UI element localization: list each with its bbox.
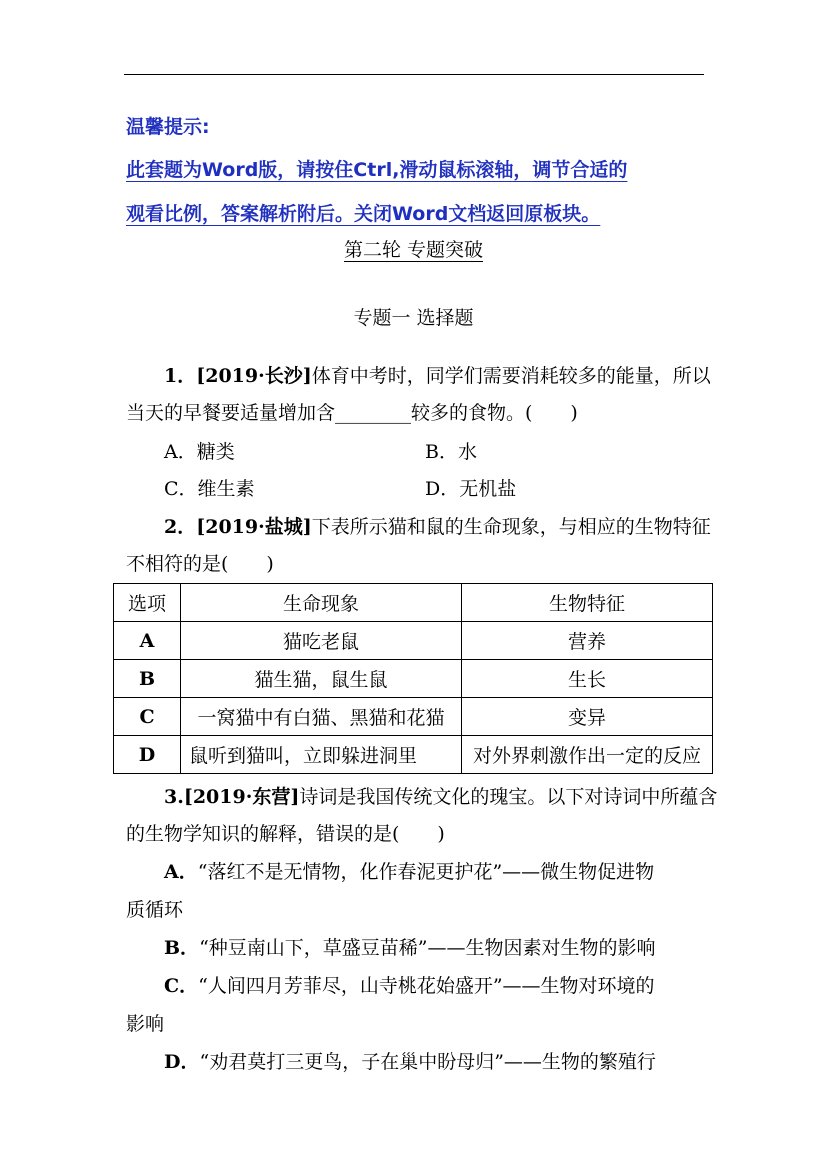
- table-row: [114, 660, 713, 698]
- question-1-option-a: A．糖类: [164, 441, 235, 463]
- question-3-option-d: [164, 1047, 656, 1074]
- table-row: [114, 698, 713, 736]
- question-3-source: [2019·东营]: [183, 786, 300, 808]
- question-3-option-a-cont: 质循环: [126, 899, 184, 921]
- table-cell-feature: 对外界刺激作出一定的反应: [462, 736, 713, 774]
- table-cell-feature: 生长: [462, 660, 713, 698]
- question-1-line-1: [164, 361, 711, 388]
- table-row: [114, 736, 713, 774]
- table-header-cell: 选项: [114, 584, 181, 622]
- option-a-text: “落红不是无情物，化作春泥更护花”——微生物促进物: [197, 861, 655, 883]
- option-d-text: “劝君莫打三更鸟，子在巢中盼母归”——生物的繁殖行: [199, 1051, 656, 1073]
- question-1-option-c: C．维生素: [164, 478, 255, 500]
- table-cell-option: A: [114, 622, 181, 660]
- option-c-text: “人间四月芳菲尽，山寺桃花始盛开”——生物对环境的: [198, 975, 655, 997]
- option-b-label: B．: [164, 937, 200, 959]
- question-1-number: 1．: [164, 365, 197, 387]
- section-subtitle: 专题一 选择题: [353, 307, 474, 329]
- option-d-label: D．: [164, 1051, 200, 1073]
- question-3-number: 3.: [164, 786, 184, 808]
- table-header-cell: 生物特征: [462, 584, 713, 622]
- question-2-number: 2．: [164, 516, 197, 538]
- tip-line-1: 此套题为Word版，请按住Ctrl,滑动鼠标滚轴，调节合适的: [126, 159, 628, 181]
- question-2-table: [113, 583, 713, 774]
- option-b-text: “种豆南山下，草盛豆苗稀”——生物因素对生物的影响: [199, 937, 656, 959]
- table-cell-phenomenon: 猫生猫，鼠生鼠: [181, 660, 462, 698]
- question-1-text: 体育中考时，同学们需要消耗较多的能量，所以: [311, 365, 711, 387]
- table-header-row: [114, 584, 713, 622]
- question-1-source: [2019·长沙]: [196, 365, 312, 387]
- option-c-label: C．: [164, 975, 199, 997]
- question-3-option-a: [164, 857, 654, 884]
- table-cell-option: B: [114, 660, 181, 698]
- table-cell-phenomenon: 猫吃老鼠: [181, 622, 462, 660]
- question-2-text: 下表所示猫和鼠的生命现象，与相应的生物特征: [311, 516, 711, 538]
- table-cell-feature: 营养: [462, 622, 713, 660]
- question-1-option-d: D．无机盐: [425, 478, 517, 500]
- question-2-line-1: [164, 512, 711, 539]
- header-rule: [124, 74, 704, 75]
- question-3-text: 诗词是我国传统文化的瑰宝。以下对诗词中所蕴含: [299, 786, 718, 808]
- tip-line-2: 观看比例，答案解析附后。关闭Word文档返回原板块。: [126, 203, 601, 225]
- question-1-option-b: B．水: [425, 441, 477, 463]
- tip-heading: 温馨提示:: [126, 116, 210, 138]
- question-1-line-2: 当天的早餐要适量增加含________较多的食物。( ): [126, 402, 578, 424]
- question-3-option-c-cont: 影响: [126, 1013, 165, 1035]
- table-row: [114, 622, 713, 660]
- page-title: 第二轮 专题突破: [343, 239, 484, 261]
- option-a-label: A．: [164, 861, 198, 883]
- question-2-line-2: 不相符的是( ): [126, 553, 274, 575]
- table-header-cell: 生命现象: [181, 584, 462, 622]
- table-cell-feature: 变异: [462, 698, 713, 736]
- table-cell-phenomenon: 鼠听到猫叫，立即躲进洞里: [181, 736, 462, 774]
- table-cell-option: D: [114, 736, 181, 774]
- question-3-option-b: [164, 933, 656, 960]
- table-cell-option: C: [114, 698, 181, 736]
- question-3-line-1: [164, 782, 717, 809]
- table-cell-phenomenon: 一窝猫中有白猫、黑猫和花猫: [181, 698, 462, 736]
- question-2-source: [2019·盐城]: [196, 516, 312, 538]
- question-3-option-c: [164, 971, 655, 998]
- question-3-line-2: 的生物学知识的解释，错误的是( ): [126, 823, 445, 845]
